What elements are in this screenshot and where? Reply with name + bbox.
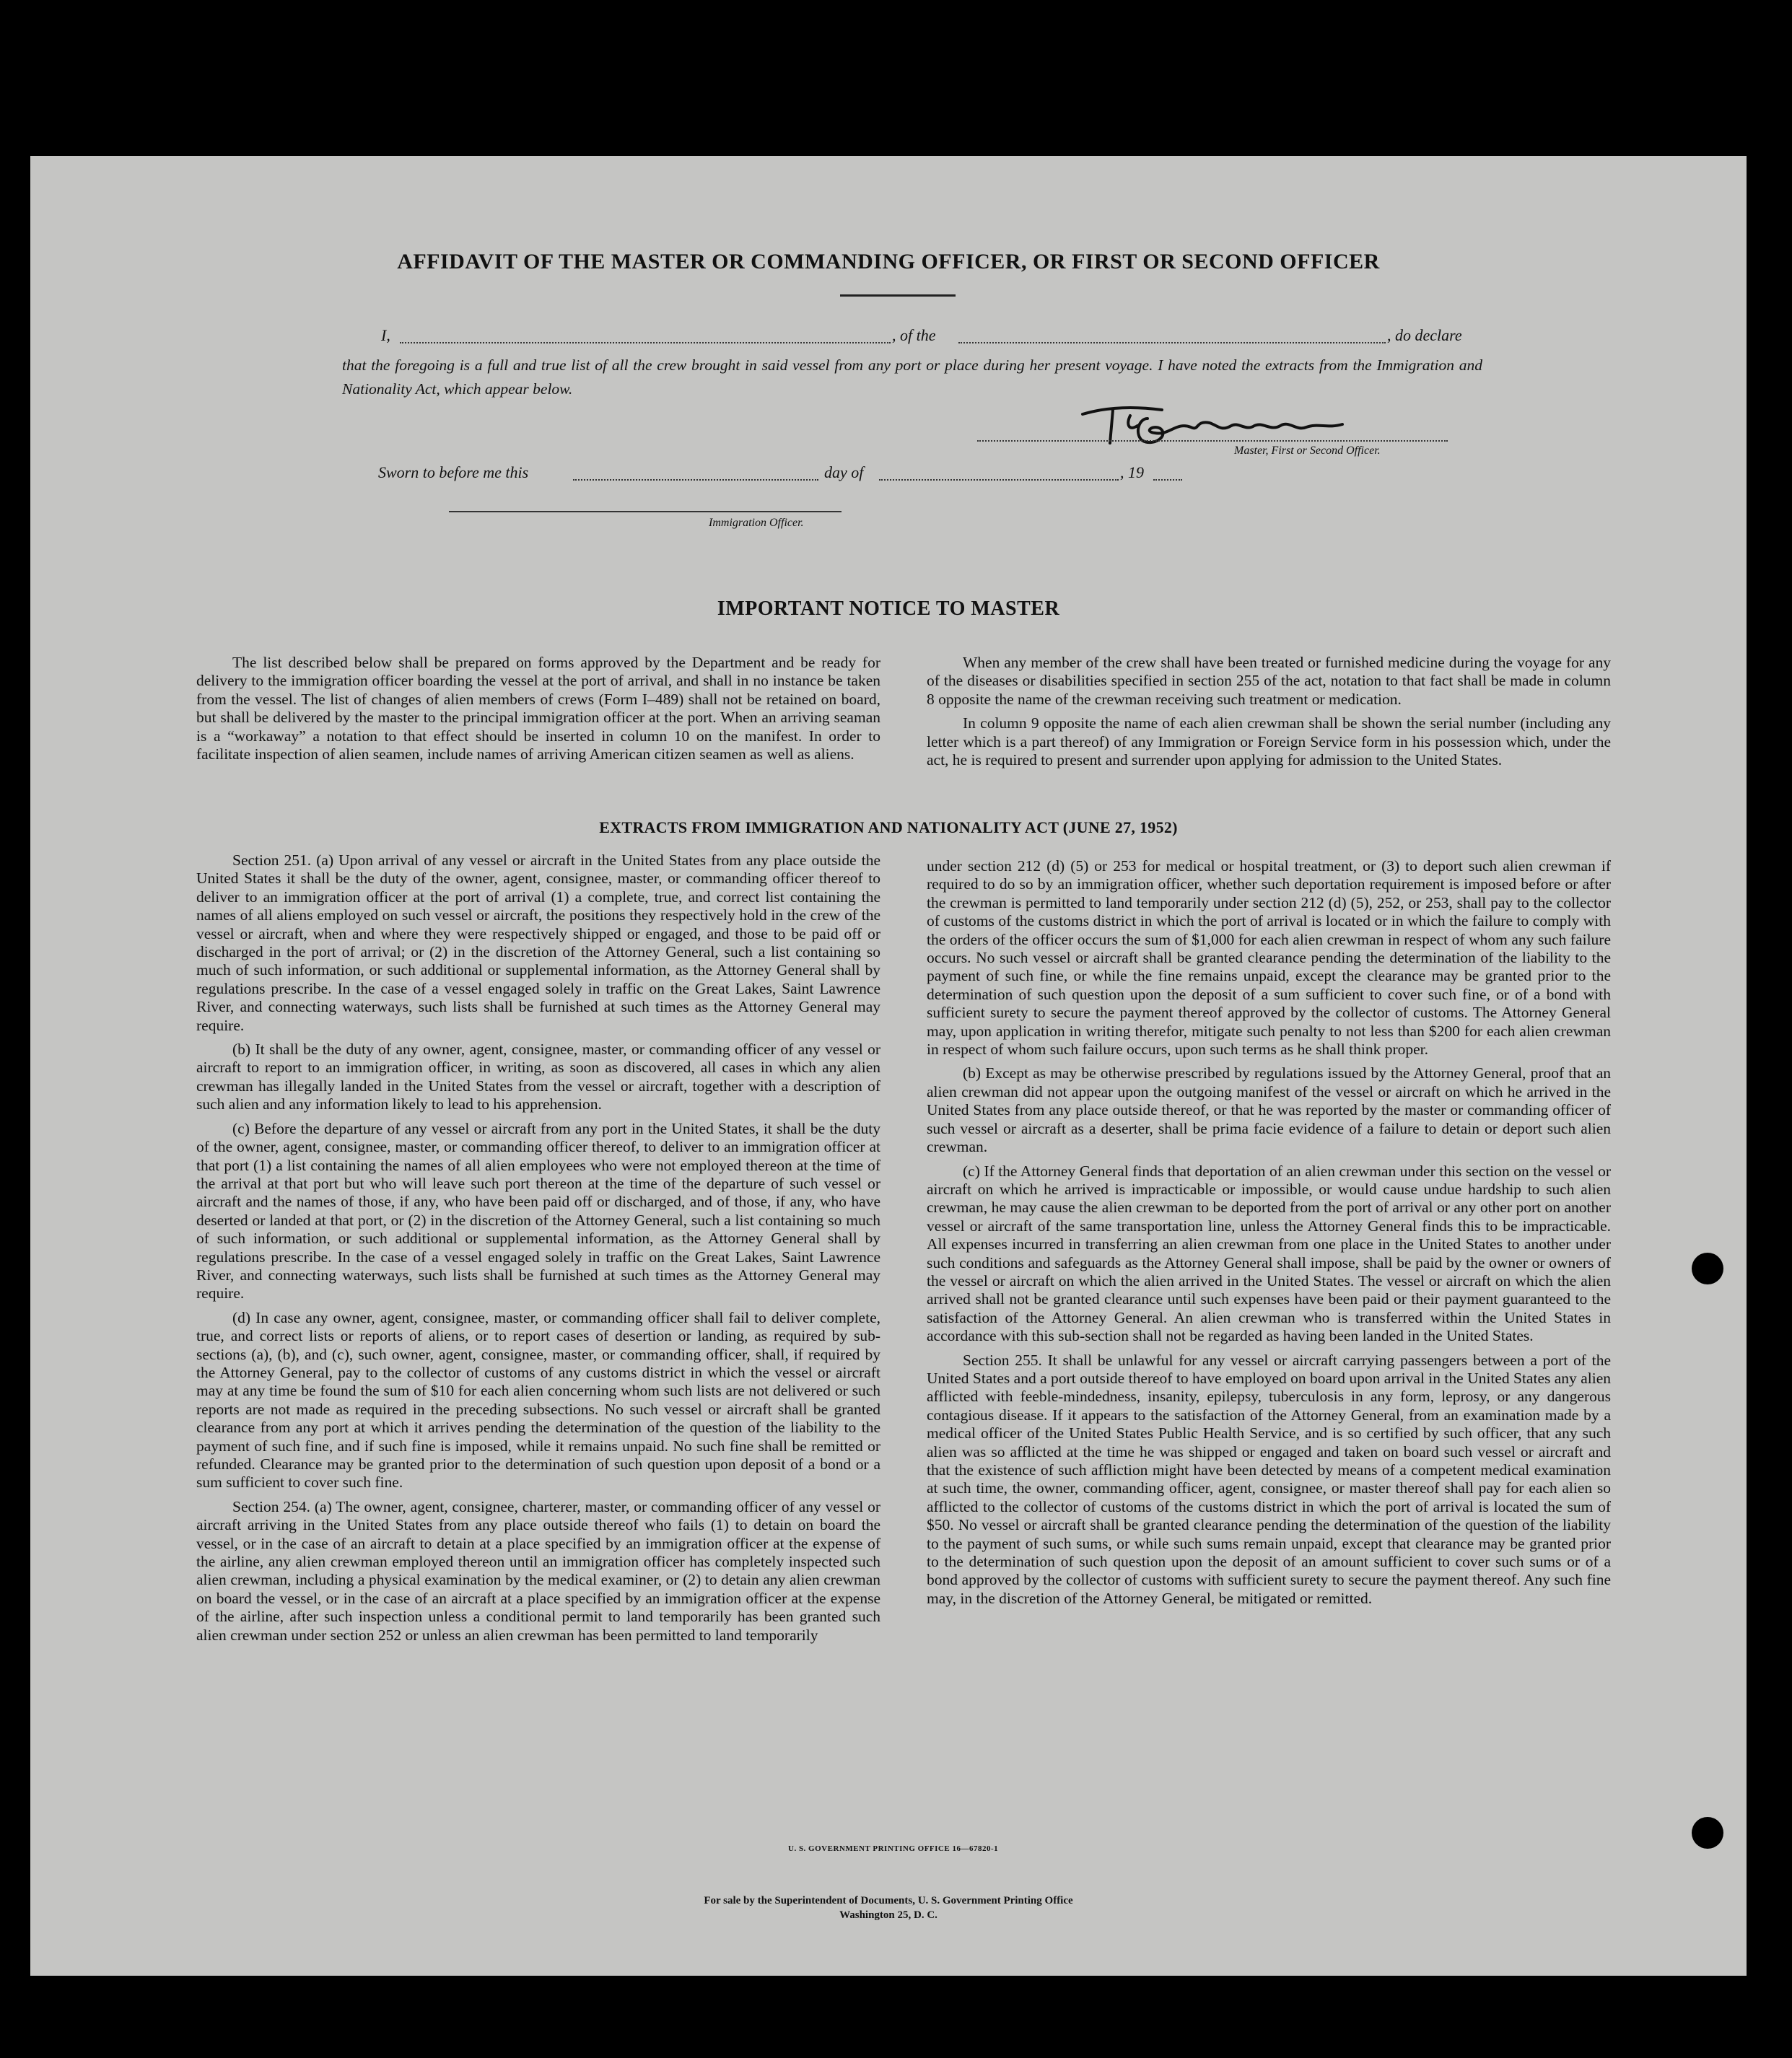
extract-paragraph: (d) In case any owner, agent, consignee, master, or commanding officer shall fail to deliver complete, true, and correct lists or reports of aliens, or to report cases of desertion or landing, as required by sub-sections (a), (b), and (c), such owner, agent, consignee, master, or commanding officer, shall, if required by the Attorney General, pay to the collector of customs of any customs district in which the vessel or aircraft may at any time be found the sum of $10 for each alien concerning whom such lists are not delivered or such reports are not made as required in the preceding subsections. No such vessel or aircraft shall be granted clearance from any port at which it arrives pending the determination of the question of the liability to the payment of such fine, and if such fine is imposed, while it remains unpaid. No such fine shall be remitted or refunded. Clearance may be granted prior to the determination of such question upon deposit of a bond or a sum sufficient to cover such fine.: [196, 1308, 880, 1492]
vessel-blank: [958, 342, 1386, 343]
notice-title: IMPORTANT NOTICE TO MASTER: [717, 597, 1060, 620]
officer-label: Immigration Officer.: [709, 517, 804, 529]
day-of-label: day of: [824, 463, 864, 481]
officer-signature-line: [449, 511, 842, 512]
affidavit-statement: that the foregoing is a full and true list of all the crew brought in said vessel from any port or place during her present voyage. I have noted the extracts from the Immigration and Nationality Act, which appear below.: [342, 356, 1482, 398]
sale-line-2: Washington 25, D. C.: [839, 1909, 937, 1921]
sale-line-1: For sale by the Superintendent of Documents, U. S. Government Printing Office: [704, 1895, 1073, 1906]
month-blank: [879, 479, 1119, 481]
punch-hole: [1692, 1253, 1723, 1284]
extract-paragraph: Section 255. It shall be unlawful for any vessel or aircraft carrying passengers between a port of the United States and a port outside thereof to have employed on board upon arrival in the United States any alien afflicted with feeble-mindedness, insanity, epilepsy, tuberculosis in any form, leprosy, or any dangerous contagious disease. If it appears to the satisfaction of the Attorney General, from an examination made by a medical officer of the United States Public Health Service, and is so certified by such officer, that any such alien was so afflicted at the time he was shipped or engaged and taken on board such vessel or aircraft and that the existence of such affliction might have been detected by means of a competent medical examination at such time, the owner, commanding officer, agent, consignee, or master thereof shall pay for each alien so afflicted to the collector of customs of the customs district in which the port of arrival is located the sum of $50. No vessel or aircraft shall be granted clearance pending the determination of the question of the liability to the payment of such sums, or while such sums remain unpaid, except that clearance may be granted prior to the determination of such question upon the deposit of an amount sufficient to cover such sums or of a bond approved by the collector of customs with sufficient surety to secure the payment thereof. Any such fine may, in the discretion of the Attorney General, be mitigated or remitted.: [927, 1351, 1611, 1607]
year-blank: [1153, 479, 1182, 481]
punch-hole: [1692, 1817, 1723, 1849]
extracts-title: EXTRACTS FROM IMMIGRATION AND NATIONALITY ACT (JUNE 27, 1952): [599, 818, 1178, 836]
notice-paragraph: In column 9 opposite the name of each alien crewman shall be shown the serial number (including any letter which is a part thereof) of any Immigration or Foreign Service form in his possession which, under the act, he is required to present and surrender upon applying for admission to the United States.: [927, 714, 1611, 769]
extract-paragraph: under section 212 (d) (5) or 253 for medical or hospital treatment, or (3) to deport such alien crewman if required to do so by an immigration officer, whether such deportation requirement is imposed before or after the crewman is permitted to land temporarily under section 212 (d) (5), 252, or 253, shall pay to the collector of customs of the customs district in which the port of arrival is located or in which the failure to comply with the orders of the officer occurs the sum of $1,000 for each alien crewman in respect of whom any such failure occurs. No such vessel or aircraft shall be granted clearance pending the determination of the liability to the payment of such fine, or while the fine remains unpaid, except the clearance may be granted prior to the determination of such question upon the deposit of a sum sufficient to cover such fine, or of a bond with sufficient surety to secure the payment thereof approved by the collector of customs. The Attorney General may, upon application in writing therefor, mitigate such penalty to not less than $200 for each alien crewman in respect of whom such failure occurs, upon such terms as he shall think proper.: [927, 857, 1611, 1059]
of-the-label: , of the: [892, 326, 936, 344]
notice-paragraph: The list described below shall be prepared on forms approved by the Department and be ready for delivery to the immigration officer boarding the vessel at the port of arrival, and shall in no instance be taken from the vessel. The list of changes of alien members of crews (Form I–489) shall not be retained on board, but shall be delivered by the master to the principal immigration officer at the port. When an arriving seaman is a “workaway” a notation to that effect should be inserted in column 10 on the manifest. In order to facilitate inspection of alien seamen, include names of arriving American citizen seamen as well as aliens.: [196, 654, 880, 763]
document-sheet: [30, 156, 1747, 1976]
master-label: Master, First or Second Officer.: [1234, 445, 1381, 457]
affidavit-i-label: I,: [381, 326, 390, 344]
printing-office-line: U. S. GOVERNMENT PRINTING OFFICE 16—67820-1: [788, 1844, 999, 1853]
extracts-left-column: [196, 851, 880, 1645]
notice-left-column: [196, 654, 880, 763]
year-label: , 19: [1120, 463, 1144, 481]
extract-paragraph: Section 254. (a) The owner, agent, consignee, charterer, master, or commanding officer of any vessel or aircraft arriving in the United States from any place outside thereof who fails (1) to detain on board the vessel, or in the case of an aircraft to detain at a place specified by an immigration officer at the expense of the airline, any alien crewman employed thereon until an immigration officer has completely inspected such alien crewman, including a physical examination by the medical examiner, or (2) to detain any alien crewman on board the vessel, or in the case of an aircraft at a place specified by an immigration officer at the expense of the airline, after such inspection unless a conditional permit to land temporarily has been granted such alien crewman under section 252 or unless an alien crewman has been permitted to land temporarily: [196, 1497, 880, 1644]
sworn-day-blank: [573, 479, 818, 481]
notice-paragraph: When any member of the crew shall have been treated or furnished medicine during the voyage for any of the diseases or disabilities specified in section 255 of the act, notation to that fact shall be made in column 8 opposite the name of the crewman receiving such treatment or medication.: [927, 654, 1611, 708]
declare-label: , do declare: [1387, 326, 1462, 344]
extract-paragraph: (c) Before the departure of any vessel or aircraft from any port in the United States, it shall be the duty of the owner, agent, consignee, master, or commanding officer thereof, to deliver to an immigration officer at that port (1) a list containing the names of all alien employees who were not employed thereon at the time of the arrival at that port but who will leave such port thereon at the time of the departure of such vessel or aircraft and the names of those, if any, who have been paid off or discharged, and of those, if any, who have deserted or landed at that port, or (2) in the discretion of the Attorney General, such a list containing so much of such information, or such additional or supplemental information, as the Attorney General shall by regulations prescribe. In the case of a vessel engaged solely in traffic on the Great Lakes, Saint Lawrence River, and connecting waterways, such lists shall be furnished at such times as the Attorney General may require.: [196, 1119, 880, 1302]
extract-paragraph: (b) Except as may be otherwise prescribed by regulations issued by the Attorney General, proof that an alien crewman did not appear upon the outgoing manifest of the vessel or aircraft on which he arrived in the United States from any place outside thereof, or that he was reported by the master or commanding officer of such vessel or aircraft as a deserter, shall be prima facie evidence of a failure to detain or deport such alien crewman.: [927, 1064, 1611, 1156]
notice-right-column: [927, 654, 1611, 769]
extract-paragraph: (b) It shall be the duty of any owner, agent, consignee, master, or commanding officer of any vessel or aircraft to report to an immigration officer, in writing, as soon as discovered, all cases in which any alien crewman has illegally landed in the United States from the vessel or aircraft, together with a description of such alien and any information likely to lead to his apprehension.: [196, 1041, 880, 1113]
extract-paragraph: (c) If the Attorney General finds that deportation of an alien crewman under this section on the vessel or aircraft on which he arrived is impracticable or impossible, or would cause undue hardship to such alien crewman, he may cause the alien crewman to be deported from the port of arrival or any other port on another vessel or aircraft of the same transportation line, unless the Attorney General finds this to be impracticable. All expenses incurred in transferring an alien crewman from one place in the United States to another under such conditions and safeguards as the Attorney General shall impose, shall be paid by the owner or owners of the vessel or aircraft on which the alien arrived in the United States. The vessel or aircraft on which the alien arrived shall not be granted clearance until such expenses have been paid or their payment guaranteed to the satisfaction of the Attorney General. An alien crewman who is transferred within the United States in accordance with this sub-section shall not be regarded as having been landed in the United States.: [927, 1162, 1611, 1345]
extracts-right-column: [927, 857, 1611, 1608]
extract-paragraph: Section 251. (a) Upon arrival of any vessel or aircraft in the United States from any place outside the United States it shall be the duty of the owner, agent, consignee, master, or commanding officer thereof to deliver to an immigration officer at the port of arrival (1) a complete, true, and correct list containing the names of all aliens employed on such vessel or aircraft, the positions they respectively hold in the crew of the vessel or aircraft, when and where they were respectively shipped or engaged, and those to be paid off or discharged in the port of arrival; or (2) in the discretion of the Attorney General, such a list containing so much of such information, or such additional or supplemental information, as the Attorney General shall by regulations prescribe. In the case of a vessel engaged solely in traffic on the Great Lakes, Saint Lawrence River, and connecting waterways, such lists shall be furnished at such times as the Attorney General may require.: [196, 851, 880, 1034]
title-underline: [840, 294, 956, 297]
affidavit-title: AFFIDAVIT OF THE MASTER OR COMMANDING OFFICER, OR FIRST OR SECOND OFFICER: [397, 250, 1380, 273]
master-signature-line: [977, 440, 1448, 442]
sworn-label: Sworn to before me this: [378, 463, 529, 481]
name-blank: [400, 342, 891, 343]
